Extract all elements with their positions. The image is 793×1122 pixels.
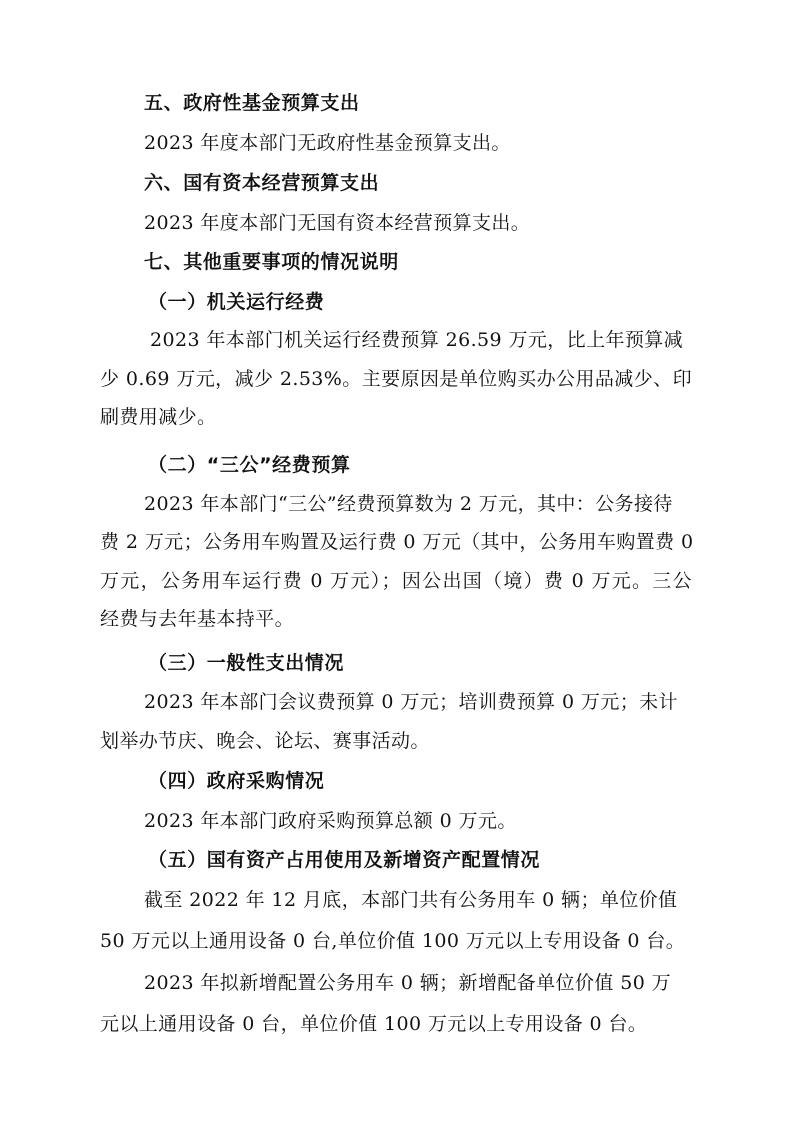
subsection-1-line-1: 2023 年本部门机关运行经费预算 26.59 万元，比上年预算减 — [150, 329, 684, 351]
subsection-5-heading: （五）国有资产占用使用及新增资产配置情况 — [148, 849, 541, 871]
subsection-2-line-3: 万元，公务用车运行费 0 万元）；因公出国（境）费 0 万元。三公 — [100, 570, 692, 592]
subsection-2-line-2: 费 2 万元；公务用车购置及运行费 0 万元（其中，公务用车购置费 0 — [100, 531, 694, 553]
section-6-heading: 六、国有资本经营预算支出 — [144, 172, 380, 194]
subsection-1-heading: （一）机关运行经费 — [148, 291, 325, 313]
section-5-body: 2023 年度本部门无政府性基金预算支出。 — [144, 132, 511, 154]
subsection-1-line-2: 少 0.69 万元，减少 2.53%。主要原因是单位购买办公用品减少、印 — [100, 368, 692, 390]
subsection-4-heading: （四）政府采购情况 — [148, 770, 325, 792]
subsection-3-line-2: 划举办节庆、晚会、论坛、赛事活动。 — [100, 730, 430, 752]
subsection-2-line-4: 经费与去年基本持平。 — [100, 608, 295, 630]
subsection-5-para-1-line-1: 截至 2022 年 12 月底，本部门共有公务用车 0 辆；单位价值 — [144, 889, 678, 911]
subsection-4-line-1: 2023 年本部门政府采购预算总额 0 万元。 — [144, 810, 517, 832]
subsection-5-para-2-line-1: 2023 年拟新增配置公务用车 0 辆；新增配备单位价值 50 万 — [144, 972, 672, 994]
subsection-2-heading: （二）“三公”经费预算 — [148, 454, 351, 476]
section-7-heading: 七、其他重要事项的情况说明 — [144, 251, 399, 273]
section-5-heading: 五、政府性基金预算支出 — [144, 92, 360, 114]
subsection-3-heading: （三）一般性支出情况 — [148, 652, 345, 674]
subsection-2-line-1: 2023 年本部门“三公”经费预算数为 2 万元，其中：公务接待 — [144, 493, 673, 515]
subsection-1-line-3: 刷费用减少。 — [100, 406, 217, 428]
subsection-5-para-2-line-2: 元以上通用设备 0 台，单位价值 100 万元以上专用设备 0 台。 — [100, 1013, 648, 1035]
subsection-3-line-1: 2023 年本部门会议费预算 0 万元；培训费预算 0 万元；未计 — [144, 691, 678, 713]
subsection-5-para-1-line-2: 50 万元以上通用设备 0 台,单位价值 100 万元以上专用设备 0 台。 — [100, 930, 686, 952]
section-6-body: 2023 年度本部门无国有资本经营预算支出。 — [144, 212, 531, 234]
